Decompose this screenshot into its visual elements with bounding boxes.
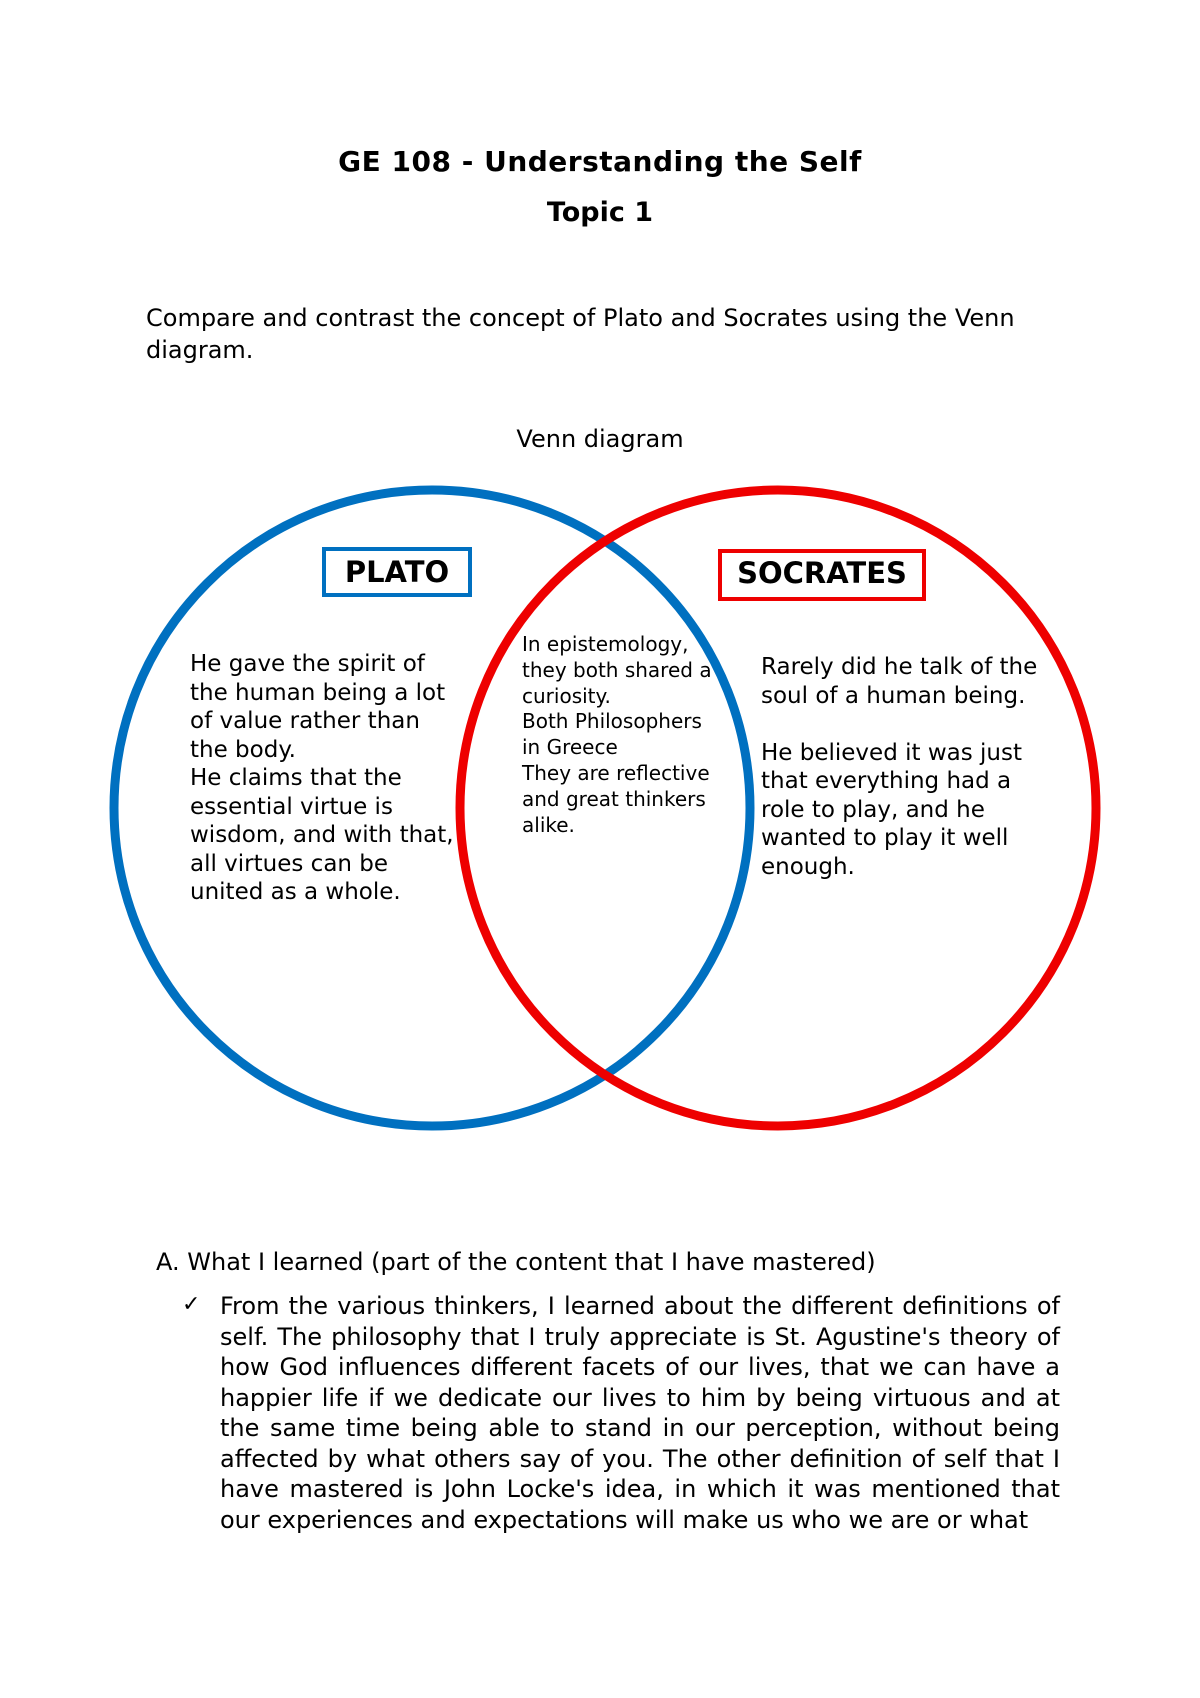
socrates-description: Rarely did he talk of the soul of a human being. He believed it was just that everything had a role to play, and he wanted to play it well enough.	[761, 654, 1038, 880]
plato-title-box: PLATO	[322, 547, 472, 597]
venn-diagram-label: Venn diagram	[516, 425, 684, 453]
instruction-text: Compare and contrast the concept of Plato and Socrates using the Venn diagram.	[146, 304, 1015, 364]
socrates-title-box: SOCRATES	[718, 549, 926, 601]
checkmark-icon: ✓	[182, 1292, 201, 1317]
document-title: GE 108 - Understanding the Self	[338, 145, 862, 178]
learned-paragraph: From the various thinkers, I learned about the different definitions of self. The philosophy that I truly appreciate is St. Agustine's theory of how God influences different facets of our lives, that we can have a happier life if we dedicate our lives to him by being virtuous and at the same time being able to stand in our perception, without being affected by what others say of you. The other definition of self that I have mastered is John Locke's idea, in which it was mentioned that our experiences and expectations will make us who we are or what	[220, 1292, 1060, 1534]
document-subtitle: Topic 1	[546, 197, 654, 228]
shared-description: In epistemology, they both shared a curiosity. Both Philosophers in Greece They are reflective and great thinkers alike.	[522, 632, 712, 837]
plato-description: He gave the spirit of the human being a lot of value rather than the body. He claims that the essential virtue is wisdom, and with that, all virtues can be united as a whole.	[190, 651, 454, 905]
section-a-heading: A. What I learned (part of the content that I have mastered)	[156, 1248, 876, 1276]
